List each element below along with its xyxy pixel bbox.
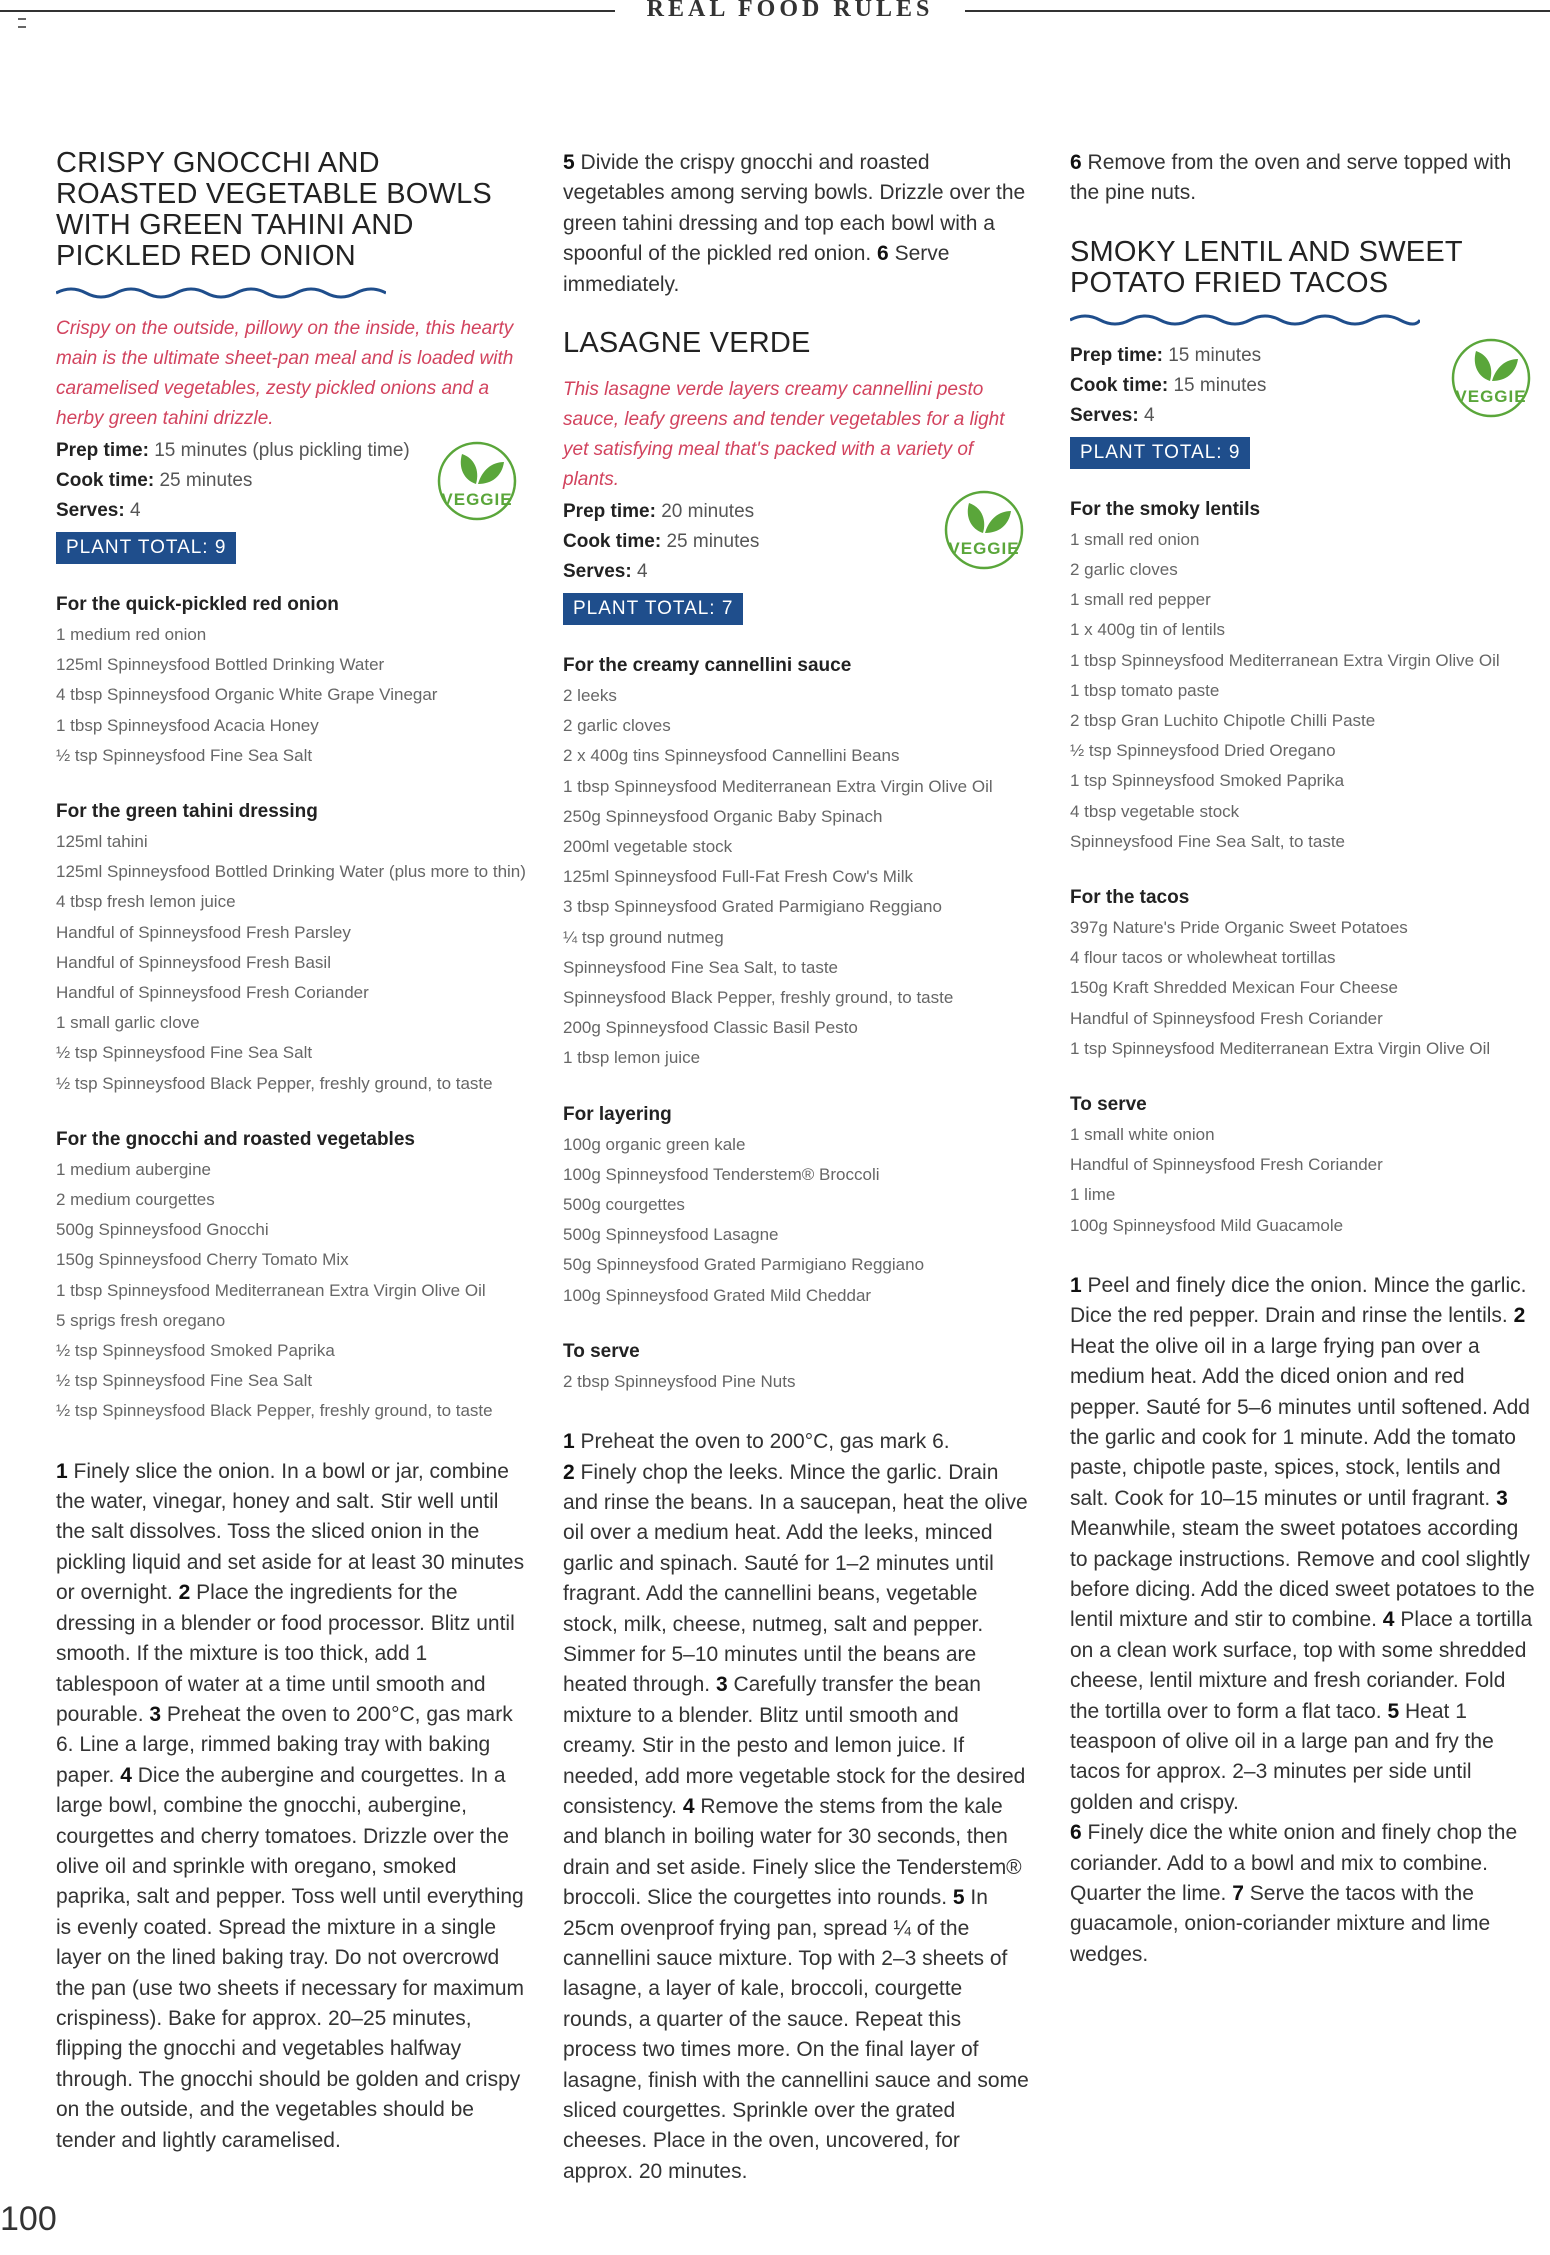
header-rule-right bbox=[965, 10, 1550, 12]
plant-total-badge: PLANT TOTAL: 9 bbox=[56, 532, 236, 564]
prep-time: Prep time: 15 minutes (plus pickling time) bbox=[56, 440, 410, 461]
ingredient: 1 tbsp Spinneysfood Mediterranean Extra Virgin Olive Oil bbox=[563, 776, 993, 796]
veggie-badge bbox=[1450, 337, 1532, 424]
section-heading: For the smoky lentils bbox=[1070, 498, 1261, 520]
ingredient: 4 tbsp fresh lemon juice bbox=[56, 892, 236, 912]
ingredient: 1 tbsp Spinneysfood Acacia Honey bbox=[56, 715, 319, 735]
recipe3-title: SMOKY LENTIL AND SWEET POTATO FRIED TACOS bbox=[1070, 235, 1463, 299]
ingredient: Handful of Spinneysfood Fresh Coriander bbox=[56, 983, 369, 1003]
veggie-label: VEGGIE bbox=[441, 490, 513, 509]
ingredient: 1 tbsp Spinneysfood Mediterranean Extra Virgin Olive Oil bbox=[56, 1280, 486, 1300]
ingredient: ½ tsp Spinneysfood Smoked Paprika bbox=[56, 1341, 335, 1361]
ingredient: 125ml tahini bbox=[56, 832, 148, 852]
ingredient: 100g organic green kale bbox=[563, 1134, 746, 1154]
ingredient: ½ tsp Spinneysfood Fine Sea Salt bbox=[56, 1043, 313, 1063]
wave-divider bbox=[1070, 313, 1420, 327]
ingredient: Spinneysfood Fine Sea Salt, to taste bbox=[1070, 831, 1346, 851]
ingredient: 4 tbsp vegetable stock bbox=[1070, 801, 1240, 821]
recipe1-method-part2: 5 Divide the crispy gnocchi and roasted vegetables among serving bowls. Drizzle over the green tahini dressing and top each bowl with a spoonful of the pickled red onion. 6 Serve immediately. bbox=[563, 151, 1026, 296]
ingredient: 250g Spinneysfood Organic Baby Spinach bbox=[563, 806, 883, 826]
ingredient: ¼ tsp ground nutmeg bbox=[563, 927, 724, 947]
ingredient: 500g Spinneysfood Lasagne bbox=[563, 1225, 779, 1245]
ingredient: ½ tsp Spinneysfood Fine Sea Salt bbox=[56, 745, 313, 765]
page-header bbox=[0, 0, 1550, 40]
ingredient: 50g Spinneysfood Grated Parmigiano Reggiano bbox=[563, 1255, 925, 1275]
recipe3-meta bbox=[1070, 341, 1540, 469]
veggie-badge bbox=[436, 440, 518, 527]
recipe2-method-part1: 1 Preheat the oven to 200°C, gas mark 6. 2 Finely chop the leeks. Mince the garlic. Drain and rinse the beans. In a saucepan, heat the olive oil over a medium heat. Add the leeks, minced garlic and spinach. Sauté for 1–2 minutes until fragrant. Add the cannellini beans, vegetable stock, milk, cheese, nutmeg, salt and pepper. Simmer for 5–10 minutes until the beans are heated through. 3 Carefully transfer the bean mixture to a blender. Blitz until smooth and creamy. Stir in the pesto and lemon juice. If needed, add more vegetable stock for the desired consistency. 4 Remove the stems from the kale and blanch in boiling water for 30 seconds, then drain and set aside. Finely slice the Tenderstem® broccoli. Slice the courgettes into rounds. 5 In 25cm ovenproof frying pan, spread ¼ of the cannellini sauce mixture. Top with 2–3 sheets of lasagne, a layer of kale, broccoli, courgette rounds, a quarter of the sauce. Repeat this process two times more. On the final layer of lasagne, finish with the cannellini sauce and some sliced courgettes. Sprinkle over the grated cheeses. Place in the oven, uncovered, for approx. 20 minutes. bbox=[563, 1430, 1029, 2183]
ingredient: 2 garlic cloves bbox=[1070, 560, 1178, 580]
ingredient: 100g Spinneysfood Mild Guacamole bbox=[1070, 1215, 1344, 1235]
header-title: REAL FOOD RULES bbox=[646, 0, 934, 22]
ingredient: Handful of Spinneysfood Fresh Coriander bbox=[1070, 1155, 1383, 1175]
ingredient: Handful of Spinneysfood Fresh Parsley bbox=[56, 922, 351, 942]
ingredient: 100g Spinneysfood Tenderstem® Broccoli bbox=[563, 1164, 880, 1184]
ingredient: 2 tbsp Gran Luchito Chipotle Chilli Paste bbox=[1070, 711, 1376, 731]
ingredient: 125ml Spinneysfood Bottled Drinking Water (plus more to thin) bbox=[56, 862, 526, 882]
cook-time: Cook time: 25 minutes bbox=[563, 531, 760, 553]
veggie-label: VEGGIE bbox=[1455, 386, 1527, 406]
recipe2-ingredients bbox=[563, 651, 1033, 1397]
ingredient: 2 tbsp Spinneysfood Pine Nuts bbox=[563, 1371, 796, 1391]
ingredient: 1 x 400g tin of lentils bbox=[1070, 620, 1225, 640]
recipe3-method: 1 Peel and finely dice the onion. Mince the garlic. Dice the red pepper. Drain and rinse the lentils. 2 Heat the olive oil in a large frying pan over a medium heat. Add the diced onion and red pepper. Sauté for 5–6 minutes until softened. Add the garlic and cook for 1 minute. Add the tomato paste, chipotle paste, spices, stock, lentils and salt. Cook for 10–15 minutes or until fragrant. 3 Meanwhile, steam the sweet potatoes according to package instructions. Remove and cool slightly before dicing. Add the diced sweet potatoes to the lentil mixture and stir to combine. 4 Place a tortilla on a clean work surface, top with some shredded cheese, lentil mixture and fresh coriander. Fold the tortilla over to form a flat taco. 5 Heat 1 teaspoon of olive oil in a large pan and fry the tacos for approx. 2–3 minutes per side until golden and crispy. 6 Finely dice the white onion and finely chop the coriander. Add to a bowl and mix to combine. Quarter the lime. 7 Serve the tacos with the guacamole, onion-coriander mixture and lime wedges. bbox=[1070, 1273, 1535, 1966]
section-heading: For the creamy cannellini sauce bbox=[563, 655, 852, 677]
recipe2-meta bbox=[563, 497, 1033, 625]
ingredient: 1 small red pepper bbox=[1070, 590, 1211, 610]
veggie-label: VEGGIE bbox=[948, 539, 1020, 559]
ingredient: 2 medium courgettes bbox=[56, 1190, 215, 1210]
ingredient: 1 tsp Spinneysfood Mediterranean Extra Virgin Olive Oil bbox=[1070, 1038, 1491, 1058]
section-heading: To serve bbox=[1070, 1094, 1147, 1116]
plant-total-badge: PLANT TOTAL: 7 bbox=[563, 593, 743, 625]
serves: Serves: 4 bbox=[1070, 404, 1155, 426]
column-2 bbox=[563, 148, 1033, 2187]
ingredient: 200ml vegetable stock bbox=[563, 837, 733, 857]
ingredient: 4 tbsp Spinneysfood Organic White Grape Vinegar bbox=[56, 685, 438, 705]
ingredient: 500g Spinneysfood Gnocchi bbox=[56, 1220, 269, 1240]
ingredient: Handful of Spinneysfood Fresh Coriander bbox=[1070, 1008, 1383, 1028]
page-number: 100 bbox=[0, 2200, 57, 2238]
serves: Serves: 4 bbox=[56, 500, 141, 521]
ingredient: ½ tsp Spinneysfood Fine Sea Salt bbox=[56, 1371, 313, 1391]
prep-time: Prep time: 15 minutes bbox=[1070, 344, 1262, 366]
veggie-badge bbox=[943, 489, 1025, 576]
ingredient: 1 tbsp lemon juice bbox=[563, 1048, 701, 1068]
ingredient: 1 small white onion bbox=[1070, 1125, 1215, 1145]
ingredient: 1 tsp Spinneysfood Smoked Paprika bbox=[1070, 771, 1345, 791]
ingredient: 125ml Spinneysfood Bottled Drinking Water bbox=[56, 655, 385, 675]
column-1 bbox=[56, 148, 526, 2156]
section-heading: For the gnocchi and roasted vegetables bbox=[56, 1128, 415, 1150]
ingredient: ½ tsp Spinneysfood Black Pepper, freshly ground, to taste bbox=[56, 1401, 493, 1421]
ingredient: 2 x 400g tins Spinneysfood Cannellini Beans bbox=[563, 746, 900, 766]
ingredient: 1 small garlic clove bbox=[56, 1013, 200, 1033]
header-rule-left bbox=[0, 10, 615, 12]
ingredient: 500g courgettes bbox=[563, 1195, 685, 1215]
section-heading: For the tacos bbox=[1070, 887, 1190, 909]
recipe2-method-part2: 6 Remove from the oven and serve topped with the pine nuts. bbox=[1070, 151, 1512, 205]
corner-mark bbox=[18, 18, 26, 28]
ingredient: 150g Spinneysfood Cherry Tomato Mix bbox=[56, 1250, 349, 1270]
ingredient: 1 medium red onion bbox=[56, 625, 207, 644]
ingredient: 5 sprigs fresh oregano bbox=[56, 1310, 226, 1330]
ingredient: 200g Spinneysfood Classic Basil Pesto bbox=[563, 1018, 858, 1038]
section-heading: To serve bbox=[563, 1340, 640, 1362]
wave-divider bbox=[56, 286, 386, 300]
cook-time: Cook time: 25 minutes bbox=[56, 470, 253, 491]
recipe2-title: LASAGNE VERDE bbox=[563, 327, 811, 360]
ingredient: 397g Nature's Pride Organic Sweet Potatoes bbox=[1070, 918, 1408, 938]
ingredient: 100g Spinneysfood Grated Mild Cheddar bbox=[563, 1285, 872, 1305]
recipe1-ingredients bbox=[56, 590, 526, 1427]
recipe1-method-part1: 1 Finely slice the onion. In a bowl or jar, combine the water, vinegar, honey and salt. Stir well until the salt dissolves. Toss the sliced onion in the pickling liquid and set aside for at least 30 minutes or overnight. 2 Place the ingredients for the dressing in a blender or food processor. Blitz until smooth. If the mixture is too thick, add 1 tablespoon of water at a time until smooth and pourable. 3 Preheat the oven to 200°C, gas mark 6. Line a large, rimmed baking tray with baking paper. 4 Dice the aubergine and courgettes. In a large bowl, combine the gnocchi, aubergine, courgettes and cherry tomatoes. Drizzle over the olive oil and sprinkle with oregano, smoked paprika, salt and pepper. Toss well until everything is evenly coated. Spread the mixture in a single layer on the lined baking tray. Do not overcrowd the pan (use two sheets if necessary for maximum crispiness). Bake for approx. 20–25 minutes, flipping the gnocchi and vegetables halfway through. The gnocchi should be golden and crispy on the outside, and the vegetables should be tender and lightly caramelised. bbox=[56, 1459, 525, 2152]
ingredient: 4 flour tacos or wholewheat tortillas bbox=[1070, 948, 1336, 968]
recipe3-ingredients bbox=[1070, 495, 1540, 1241]
ingredient: 3 tbsp Spinneysfood Grated Parmigiano Reggiano bbox=[563, 897, 942, 917]
prep-time: Prep time: 20 minutes bbox=[563, 501, 755, 523]
plant-total-badge: PLANT TOTAL: 9 bbox=[1070, 437, 1250, 469]
ingredient: 2 leeks bbox=[563, 686, 617, 706]
ingredient: 1 lime bbox=[1070, 1185, 1116, 1205]
ingredient: 125ml Spinneysfood Full-Fat Fresh Cow's Milk bbox=[563, 867, 913, 887]
ingredient: 2 garlic cloves bbox=[563, 716, 671, 736]
recipe1-title: CRISPY GNOCCHI AND ROASTED VEGETABLE BOWLS WITH GREEN TAHINI AND PICKLED RED ONION bbox=[56, 147, 492, 272]
ingredient: Spinneysfood Black Pepper, freshly ground, to taste bbox=[563, 988, 954, 1008]
ingredient: ½ tsp Spinneysfood Dried Oregano bbox=[1070, 741, 1336, 761]
ingredient: Handful of Spinneysfood Fresh Basil bbox=[56, 952, 331, 972]
recipe1-meta bbox=[56, 436, 526, 564]
recipe1-intro: Crispy on the outside, pillowy on the inside, this hearty main is the ultimate sheet-pan meal and is loaded with caramelised vegetables, zesty pickled onions and a herby green tahini drizzle. bbox=[56, 318, 514, 429]
ingredient: 150g Kraft Shredded Mexican Four Cheese bbox=[1070, 978, 1398, 998]
ingredient: Spinneysfood Fine Sea Salt, to taste bbox=[563, 957, 839, 977]
section-heading: For layering bbox=[563, 1103, 672, 1125]
ingredient: 1 small red onion bbox=[1070, 529, 1200, 549]
section-heading: For the green tahini dressing bbox=[56, 801, 318, 823]
serves: Serves: 4 bbox=[563, 561, 648, 583]
ingredient: 1 tbsp tomato paste bbox=[1070, 680, 1220, 700]
cook-time: Cook time: 15 minutes bbox=[1070, 374, 1267, 396]
ingredient: ½ tsp Spinneysfood Black Pepper, freshly ground, to taste bbox=[56, 1073, 493, 1093]
recipe2-intro: This lasagne verde layers creamy cannellini pesto sauce, leafy greens and tender vegetables for a light yet satisfying meal that's packed with a variety of plants. bbox=[563, 379, 1005, 491]
ingredient: 1 medium aubergine bbox=[56, 1159, 211, 1179]
ingredient: 1 tbsp Spinneysfood Mediterranean Extra Virgin Olive Oil bbox=[1070, 650, 1500, 670]
column-3 bbox=[1070, 148, 1540, 1970]
section-heading: For the quick-pickled red onion bbox=[56, 594, 339, 615]
